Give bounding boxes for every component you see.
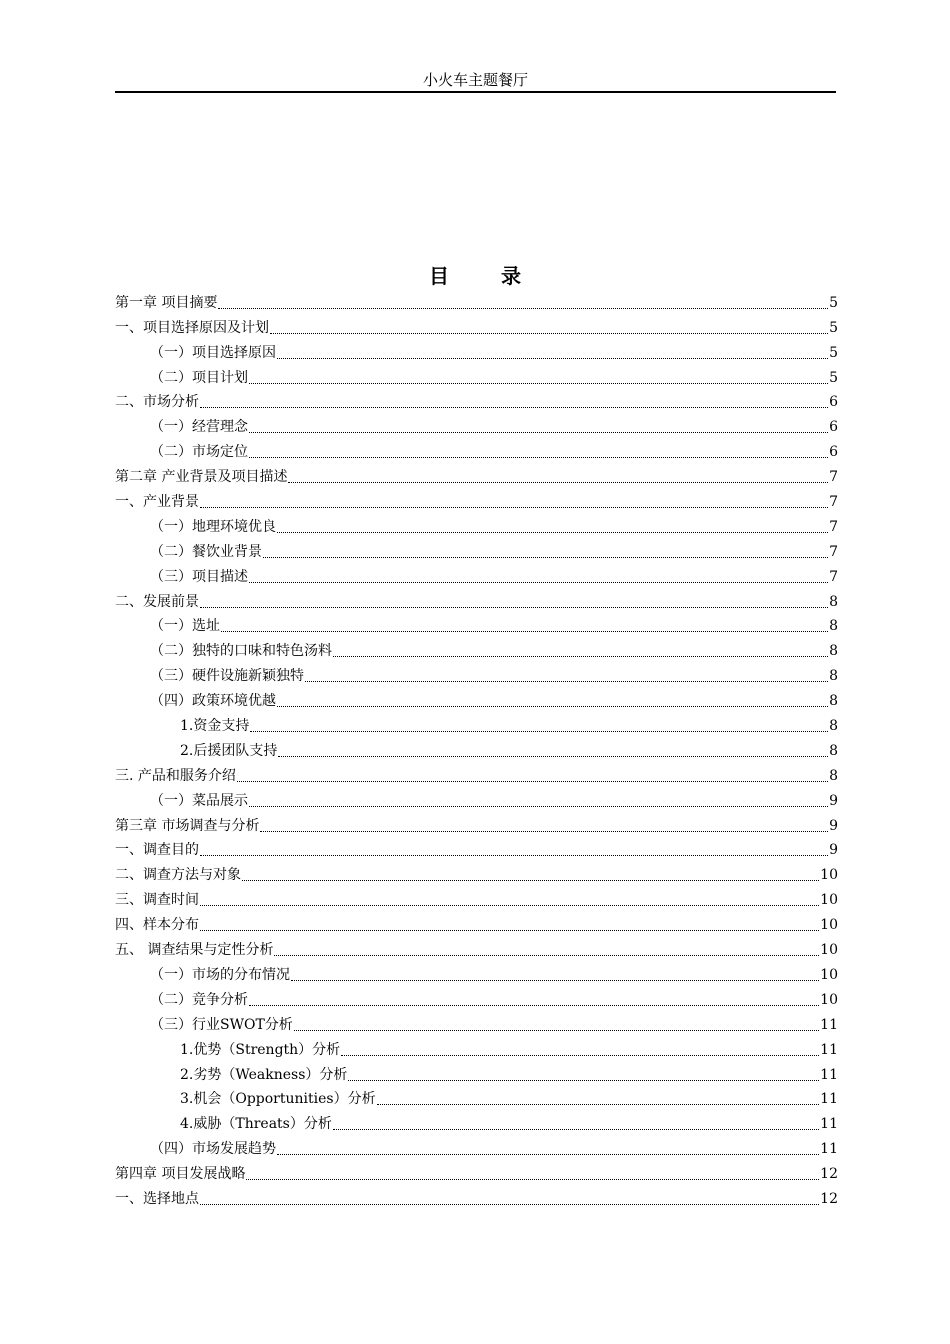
toc-entry[interactable] (115, 1085, 838, 1110)
toc-entry-page: 9 (829, 842, 838, 859)
dot-leader (249, 581, 828, 583)
toc-entry-page: 5 (829, 344, 838, 361)
toc-entry-page: 5 (829, 294, 838, 311)
toc-entry[interactable] (115, 1159, 838, 1184)
toc-entry-page: 10 (820, 917, 838, 934)
toc-entry-page: 5 (829, 369, 838, 386)
toc-entry-label: （一）地理环境优良 (150, 518, 276, 535)
toc-entry-label: （一）市场的分布情况 (150, 966, 290, 983)
toc-entry-page: 11 (820, 1066, 838, 1083)
dot-leader (218, 307, 828, 309)
dot-leader (341, 1054, 819, 1056)
toc-entry-page: 10 (820, 991, 838, 1008)
dot-leader (333, 1128, 819, 1130)
dot-leader (277, 531, 828, 533)
toc-entry-label: 三. 产品和服务介绍 (115, 767, 236, 784)
toc-entry-page: 11 (820, 1116, 838, 1133)
toc-entry-page: 8 (829, 767, 838, 784)
toc-entry-page: 6 (829, 444, 838, 461)
toc-entry-page: 11 (820, 1041, 838, 1058)
toc-entry[interactable] (115, 1134, 838, 1159)
toc-entry-label: （二）竞争分析 (150, 991, 248, 1008)
toc-entry[interactable] (115, 388, 838, 413)
toc-entry-page: 9 (829, 817, 838, 834)
toc-entry-label: 第三章 市场调查与分析 (115, 817, 260, 834)
toc-entry-page: 8 (829, 668, 838, 685)
toc-entry-label: 第一章 项目摘要 (115, 294, 218, 311)
toc-entry-label: 4.威胁（Threats）分析 (180, 1116, 332, 1133)
toc-entry-label: （四）市场发展趋势 (150, 1141, 276, 1158)
toc-entry-page: 7 (829, 568, 838, 585)
toc-entry-page: 7 (829, 543, 838, 560)
toc-entry[interactable] (115, 313, 838, 338)
dot-leader (249, 456, 828, 458)
header-rule (115, 91, 836, 93)
dot-leader (249, 1004, 819, 1006)
toc-entry-page: 8 (829, 643, 838, 660)
toc-entry-label: 一、产业背景 (115, 494, 199, 511)
dot-leader (200, 904, 819, 906)
dot-leader (288, 481, 828, 483)
toc-entry-label: （一）选址 (150, 618, 220, 635)
toc-entry-page: 7 (829, 494, 838, 511)
dot-leader (249, 805, 828, 807)
toc-entry-label: 第二章 产业背景及项目描述 (115, 469, 288, 486)
toc-entry-label: （四）政策环境优越 (150, 693, 276, 710)
toc-entry-page: 7 (829, 469, 838, 486)
dot-leader (263, 556, 828, 558)
toc-entry-page: 8 (829, 593, 838, 610)
toc-entry-label: 五、 调查结果与定性分析 (115, 942, 274, 959)
toc-entry-label: 1.资金支持 (180, 718, 250, 735)
table-of-contents (115, 288, 838, 1209)
toc-entry[interactable] (115, 363, 838, 388)
dot-leader (277, 1153, 819, 1155)
dot-leader (278, 755, 828, 757)
toc-entry-label: 二、市场分析 (115, 394, 199, 411)
toc-entry[interactable] (115, 437, 838, 462)
dot-leader (277, 705, 828, 707)
toc-entry[interactable] (115, 985, 838, 1010)
toc-entry-label: 1.优势（Strength）分析 (180, 1041, 341, 1058)
toc-entry-page: 9 (829, 792, 838, 809)
toc-entry-label: （二）项目计划 (150, 369, 248, 386)
toc-entry[interactable] (115, 462, 838, 487)
toc-entry[interactable] (115, 860, 838, 885)
toc-entry[interactable] (115, 512, 838, 537)
toc-entry-label: 三、调查时间 (115, 892, 199, 909)
toc-entry[interactable] (115, 288, 838, 313)
dot-leader (377, 1103, 820, 1105)
dot-leader (200, 406, 828, 408)
toc-entry-label: 二、调查方法与对象 (115, 867, 241, 884)
dot-leader (249, 382, 828, 384)
dot-leader (291, 979, 819, 981)
toc-entry-page: 8 (829, 693, 838, 710)
toc-entry[interactable] (115, 935, 838, 960)
toc-entry[interactable] (115, 487, 838, 512)
toc-entry[interactable] (115, 1010, 838, 1035)
toc-entry[interactable] (115, 960, 838, 985)
toc-entry[interactable] (115, 587, 838, 612)
toc-entry-page: 11 (820, 1141, 838, 1158)
toc-title-char: 录 (501, 264, 521, 288)
dot-leader (200, 1203, 819, 1205)
dot-leader (200, 606, 828, 608)
toc-title-char: 目 (429, 264, 449, 288)
toc-entry-label: （二）独特的口味和特色汤料 (150, 643, 332, 660)
toc-entry-label: （一）菜品展示 (150, 792, 248, 809)
toc-entry[interactable] (115, 562, 838, 587)
dot-leader (200, 929, 819, 931)
toc-entry-label: 一、项目选择原因及计划 (115, 319, 269, 336)
toc-entry[interactable] (115, 412, 838, 437)
toc-entry-page: 10 (820, 942, 838, 959)
toc-entry-label: （三）项目描述 (150, 568, 248, 585)
toc-entry-page: 8 (829, 742, 838, 759)
toc-entry-label: 第四章 项目发展战略 (115, 1166, 246, 1183)
toc-entry-label: （三）硬件设施新颖独特 (150, 668, 304, 685)
dot-leader (200, 506, 828, 508)
toc-entry-label: 3.机会（Opportunities）分析 (180, 1091, 376, 1108)
toc-entry[interactable] (115, 885, 838, 910)
dot-leader (200, 854, 828, 856)
dot-leader (260, 830, 828, 832)
toc-entry-label: 四、样本分布 (115, 917, 199, 934)
toc-entry[interactable] (115, 1060, 838, 1085)
toc-entry-label: 一、调查目的 (115, 842, 199, 859)
toc-entry-page: 8 (829, 618, 838, 635)
page-header: 小火车主题餐厅 (422, 71, 528, 89)
toc-entry-page: 11 (820, 1091, 838, 1108)
toc-entry[interactable] (115, 811, 838, 836)
dot-leader (249, 431, 828, 433)
toc-entry-page: 10 (820, 892, 838, 909)
toc-entry[interactable] (115, 686, 838, 711)
toc-entry[interactable] (115, 836, 838, 861)
toc-entry[interactable] (115, 661, 838, 686)
dot-leader (250, 730, 828, 732)
toc-entry[interactable] (115, 910, 838, 935)
toc-entry-label: （三）行业SWOT分析 (150, 1016, 293, 1033)
dot-leader (277, 357, 828, 359)
toc-entry-page: 12 (820, 1190, 838, 1207)
toc-entry[interactable] (115, 1109, 838, 1134)
toc-entry-page: 6 (829, 394, 838, 411)
toc-entry-page: 6 (829, 419, 838, 436)
dot-leader (242, 879, 819, 881)
dot-leader (237, 780, 828, 782)
toc-entry-page: 5 (829, 319, 838, 336)
toc-title (0, 260, 950, 289)
toc-entry-label: 2.后援团队支持 (180, 742, 278, 759)
toc-entry-page: 11 (820, 1016, 838, 1033)
toc-entry-label: 2.劣势（Weakness）分析 (180, 1066, 348, 1083)
toc-entry[interactable] (115, 537, 838, 562)
toc-entry[interactable] (115, 1035, 838, 1060)
dot-leader (270, 332, 828, 334)
toc-entry-page: 7 (829, 518, 838, 535)
dot-leader (221, 630, 828, 632)
toc-entry-page: 12 (820, 1166, 838, 1183)
toc-entry[interactable] (115, 338, 838, 363)
toc-entry-label: （一）项目选择原因 (150, 344, 276, 361)
toc-entry-label: 二、发展前景 (115, 593, 199, 610)
dot-leader (294, 1029, 819, 1031)
toc-entry[interactable] (115, 786, 838, 811)
toc-entry[interactable] (115, 736, 838, 761)
toc-entry-label: （一）经营理念 (150, 419, 248, 436)
toc-entry[interactable] (115, 612, 838, 637)
toc-entry-label: （二）餐饮业背景 (150, 543, 262, 560)
toc-entry[interactable] (115, 1184, 838, 1209)
toc-entry-page: 10 (820, 966, 838, 983)
toc-entry-label: （二）市场定位 (150, 444, 248, 461)
toc-entry[interactable] (115, 636, 838, 661)
toc-entry-page: 8 (829, 718, 838, 735)
toc-entry[interactable] (115, 761, 838, 786)
toc-entry-label: 一、选择地点 (115, 1190, 199, 1207)
dot-leader (274, 954, 819, 956)
dot-leader (333, 655, 828, 657)
dot-leader (246, 1178, 819, 1180)
dot-leader (348, 1079, 819, 1081)
dot-leader (305, 680, 828, 682)
toc-entry-page: 10 (820, 867, 838, 884)
toc-entry[interactable] (115, 711, 838, 736)
